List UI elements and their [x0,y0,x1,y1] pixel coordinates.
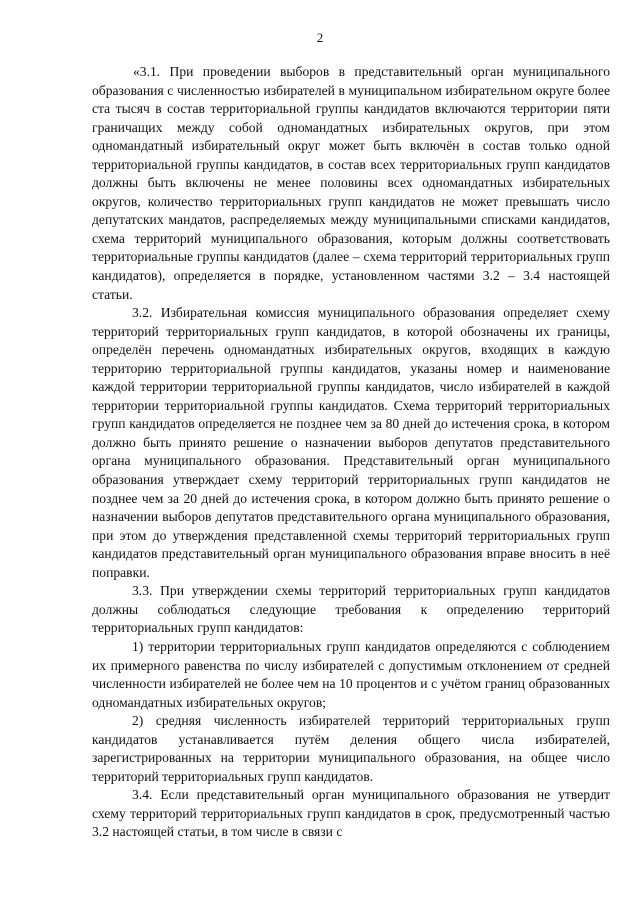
paragraph-3-4: 3.4. Если представительный орган муниципального образования не утвердит схему территорий территориальных групп кандидатов в срок, предусмотренный частью 3.2 настоящей статьи, в том числе в связи с [92,787,610,840]
paragraph-3-3-item-2: 2) средняя численность избирателей территорий территориальных групп кандидатов устанавливается путём деления общего числа избирателей, зарегистрированных на территории муниципального образования, на общее число территорий территориальных групп кандидатов. [92,713,610,784]
paragraph-3-1: «3.1. При проведении выборов в представительный орган муниципального образования с численностью избирателей в муниципальном избирательном округе более ста тысяч в состав территориальной группы кандидатов включаются территории пяти граничащих между собой одномандатных избирательных округов, при этом одномандатный избирательный округ может быть включён в состав только одной территориальной группы кандидатов, в состав всех территориальных групп кандидатов должны быть включены не менее половины всех одномандатных избирательных округов, количество территориальных групп кандидатов не может превышать число депутатских мандатов, распределяемых между муниципальными списками кандидатов, схема территорий муниципального образования, которым должны соответствовать территориальные группы кандидатов (далее – схема территорий территориальных групп кандидатов), определяется в порядке, установленном частями 3.2 – 3.4 настоящей статьи. [92,64,610,302]
document-body [92,63,610,842]
paragraph-3-3: 3.3. При утверждении схемы территорий территориальных групп кандидатов должны соблюдаться следующие требования к определению территорий территориальных групп кандидатов: [92,583,610,636]
paragraph-3-3-item-1: 1) территории территориальных групп кандидатов определяются с соблюдением их примерного равенства по числу избирателей с допустимым отклонением от средней численности избирателей не более чем на 10 процентов и с учётом границ образованных одномандатных избирательных округов; [92,638,610,710]
page-number: 2 [316,30,324,45]
paragraph-3-2: 3.2. Избирательная комиссия муниципального образования определяет схему территорий территориальных групп кандидатов, в которой обозначены их границы, определён перечень одномандатных избирательных округов, входящих в каждую территорию территориальной группы кандидатов, указаны номер и наименование каждой территории территориальной группы кандидатов, число избирателей в каждой территории территориальной группы кандидатов. Схема территорий территориальных групп кандидатов определяется не позднее чем за 80 дней до истечения срока, в котором должно быть принято решение о назначении выборов депутатов представительного органа муниципального образования. Представительный орган муниципального образования утверждает схему территорий территориальных групп кандидатов не позднее чем за 20 дней до истечения срока, в котором должно быть принято решение о назначении выборов депутатов представительного органа муниципального образования, при этом до утверждения представленной схемы территорий территориальных групп кандидатов представительный орган муниципального образования вправе вносить в неё поправки. [92,305,610,580]
